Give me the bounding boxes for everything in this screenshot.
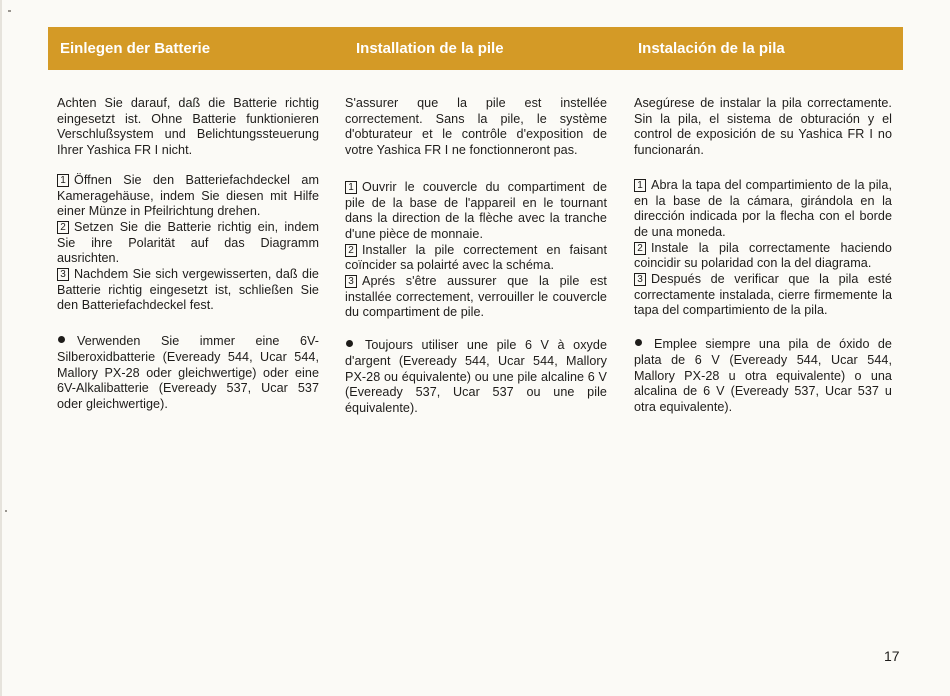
bullet-icon <box>346 340 353 347</box>
step-item <box>634 178 892 241</box>
steps-list <box>634 178 892 319</box>
header-french: Installation de la pile <box>356 40 504 57</box>
note-text: Emplee siempre una pila de óxido de plata de 6 V (Eveready 544, Ucar 544, Mallory PX-28 u otra equivalente) o una alcalina de 6 V (Eveready 537, Ucar 537 u otra equivalente). <box>634 337 892 414</box>
battery-note <box>634 337 892 416</box>
step-number-box: 1 <box>345 181 357 194</box>
step-item <box>57 220 319 267</box>
step-number-box: 3 <box>345 275 357 288</box>
step-number-box: 2 <box>634 242 646 255</box>
step-item <box>345 243 607 274</box>
step-number-box: 2 <box>57 221 69 234</box>
step-text: Öffnen Sie den Batteriefachdeckel am Kameragehäuse, indem Sie diesen mit Hilfe einer Münze in Pfeilrichtung drehen. <box>57 172 319 219</box>
step-text: Después de verificar que la pila esté correctamente instalada, cierre firmemente la tapa del compartimiento de la pila. <box>634 272 892 318</box>
bullet-icon <box>58 336 65 343</box>
steps-list <box>57 173 319 314</box>
step-item <box>57 173 319 220</box>
page-number: 17 <box>884 648 900 664</box>
bullet-icon <box>635 339 642 346</box>
step-number-box: 3 <box>634 273 646 286</box>
note-text: Verwenden Sie immer eine 6V-Silberoxidbatterie (Eveready 544, Ucar 544, Mallory PX-28 oder gleichwertige) oder eine 6V-Alkalibatterie (Eveready 537, Ucar 537 oder gleichwertige). <box>57 334 319 411</box>
step-text: Abra la tapa del compartimiento de la pila, en la base de la cámara, girándola en la dirección indicada por la flecha con el borde de una moneda. <box>634 177 892 239</box>
header-spanish: Instalación de la pila <box>638 40 785 57</box>
step-item <box>345 274 607 321</box>
step-text: Setzen Sie die Batterie richtig ein, indem Sie ihre Polarität auf das Diagramm ausrichten. <box>57 219 319 266</box>
note-text: Toujours utiliser une pile 6 V à oxyde d'argent (Eveready 544, Ucar 544, Mallory PX-28 ou équivalente) ou une pile alcaline 6 V (Eveready 537, Ucar 537 ou une pile équivalente). <box>345 338 607 415</box>
step-text: Installer la pile correctement en faisant coïncider sa polairté avec la schéma. <box>345 242 607 273</box>
column-spanish <box>634 96 892 416</box>
step-item <box>634 241 892 272</box>
column-french <box>345 96 607 417</box>
step-text: Instale la pila correctamente haciendo coincidir su polaridad con la del diagrama. <box>634 240 892 271</box>
steps-list <box>345 180 607 321</box>
column-german <box>57 96 319 413</box>
step-text: Aprés s'être aussurer que la pile est installée correctement, verrouiller le couvercle du compartiment de pile. <box>345 274 607 320</box>
intro-paragraph: Achten Sie darauf, daß die Batterie richtig eingesetzt ist. Ohne Batterie funktionieren Verschlußsystem und Belichtungssteuerung Ihrer Yashica FR I nicht. <box>57 96 319 158</box>
step-number-box: 3 <box>57 268 69 281</box>
step-number-box: 2 <box>345 244 357 257</box>
print-speck <box>5 510 7 512</box>
battery-note <box>345 338 607 417</box>
intro-paragraph: Asegúrese de instalar la pila correctamente. Sin la pila, el sistema de obturación y el control de exposición de su Yashica FR I no funcionarán. <box>634 96 892 158</box>
step-text: Ouvrir le couvercle du compartiment de pile de la base de l'appareil en le tournant dans la direction de la flèche avec la tranche d'une pièce de monnaie. <box>345 179 607 241</box>
intro-paragraph: S'assurer que la pile est instellée correctement. Sans la pile, le système d'obturateur et le contrôle d'exposition de votre Yashica FR I ne fonctionneront pas. <box>345 96 607 158</box>
battery-note <box>57 334 319 413</box>
step-item <box>57 267 319 314</box>
header-band <box>48 27 903 70</box>
step-item <box>634 272 892 319</box>
step-item <box>345 180 607 243</box>
step-text: Nachdem Sie sich vergewisserten, daß die Batterie richtig eingesetzt ist, schließen Sie den Batteriefachdeckel fest. <box>57 267 319 313</box>
step-number-box: 1 <box>57 174 69 187</box>
print-speck <box>8 10 11 12</box>
header-german: Einlegen der Batterie <box>60 40 211 57</box>
step-number-box: 1 <box>634 179 646 192</box>
